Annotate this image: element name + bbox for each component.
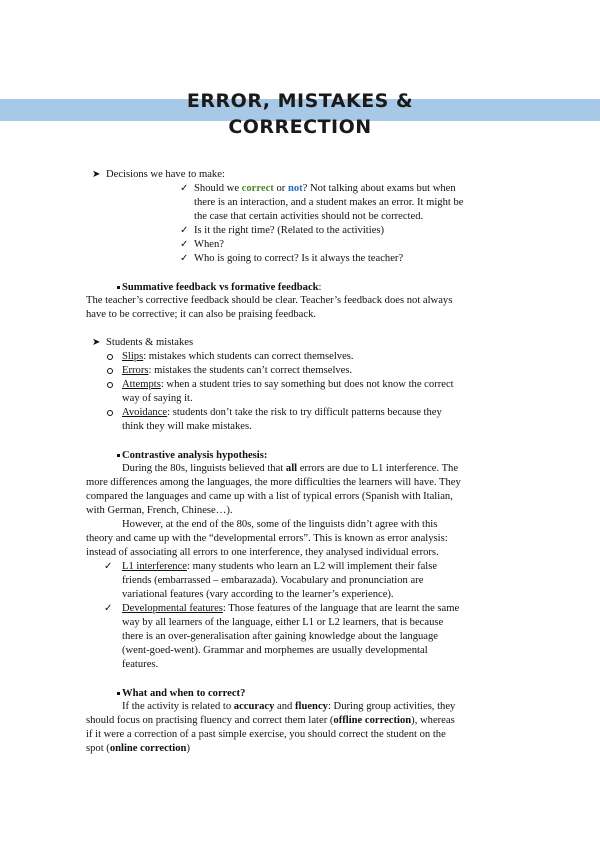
- contrastive-heading: Contrastive analysis hypothesis:: [122, 450, 268, 461]
- decision-item-4: Who is going to correct? Is it always the teacher?: [194, 253, 404, 264]
- decisions-heading: Decisions we have to make:: [106, 169, 225, 180]
- l1-interference-line-2: friends (embarrassed – embarazada). Vocabulary and pronunciation are: [122, 575, 424, 586]
- decision-item-3: When?: [194, 239, 224, 250]
- students-slips: Slips: mistakes which students can correct themselves.: [122, 351, 354, 362]
- arrow-bullet-icon: ➤: [92, 169, 101, 180]
- contrastive-p2-line-2: theory and came up with the “developmental errors”. This is known as error analysis:: [86, 533, 448, 544]
- checkmark-icon: ✓: [180, 239, 189, 250]
- circle-bullet-icon: [107, 382, 113, 388]
- contrastive-p1-line-2: more differences among the languages, the more difficulties the learners will have. They: [86, 477, 461, 488]
- summative-line-1: The teacher’s corrective feedback should be clear. Teacher’s feedback does not always: [86, 295, 453, 306]
- what-line-2: should focus on practising fluency and correct them later (offline correction), whereas: [86, 715, 455, 726]
- decision-item-1-line-2: there is an interaction, and a student makes an error. It might be: [194, 197, 464, 208]
- square-bullet-icon: [117, 692, 120, 695]
- contrastive-p2-line-3: instead of associating all errors to one interference, they analysed individual errors.: [86, 547, 439, 558]
- circle-bullet-icon: [107, 368, 113, 374]
- l1-interference-line-3: variational features (vary according to the learner’s experience).: [122, 589, 394, 600]
- circle-bullet-icon: [107, 410, 113, 416]
- page-title-line-1: ERROR, MISTAKES &: [186, 90, 414, 112]
- checkmark-icon: ✓: [180, 253, 189, 264]
- decision-item-1-line-3: the case that certain activities should not be corrected.: [194, 211, 424, 222]
- contrastive-p1-line-1: During the 80s, linguists believed that all errors are due to L1 interference. The: [122, 463, 459, 474]
- developmental-features-line-5: features.: [122, 659, 159, 670]
- developmental-features-line-3: there is an over-generalisation after gaining knowledge about the language: [122, 631, 439, 642]
- decision-item-2: Is it the right time? (Related to the activities): [194, 225, 385, 236]
- checkmark-icon: ✓: [104, 603, 113, 614]
- contrastive-p1-line-3: compared the languages and came up with a list of typical errors (Spanish with Italian,: [86, 491, 453, 502]
- developmental-features-line-2: way by all learners of the language, either L1 or L2 learners, that is because: [122, 617, 444, 628]
- students-attempts: Attempts: when a student tries to say something but does not know the correct: [122, 379, 454, 390]
- circle-bullet-icon: [107, 354, 113, 360]
- what-line-4: spot (online correction): [86, 743, 190, 754]
- students-attempts-line-2: way of saying it.: [122, 393, 193, 404]
- page-title-line-2: CORRECTION: [228, 116, 372, 138]
- what-line-3: if it were a correction of a past simple exercise, you should correct the student on the: [86, 729, 446, 740]
- students-errors: Errors: mistakes the students can’t correct themselves.: [122, 365, 353, 376]
- arrow-bullet-icon: ➤: [92, 337, 101, 348]
- students-heading: Students & mistakes: [106, 337, 194, 348]
- contrastive-p1-line-4: with German, French, Chinese…).: [86, 505, 233, 516]
- summative-heading: Summative feedback vs formative feedback:: [122, 282, 322, 293]
- contrastive-p2-line-1: However, at the end of the 80s, some of the linguists didn’t agree with this: [122, 519, 438, 530]
- decision-item-1: Should we correct or not? Not talking about exams but when: [194, 183, 456, 194]
- developmental-features: Developmental features: Those features of the language that are learnt the same: [122, 603, 460, 614]
- developmental-features-line-4: (went-goed-went). Grammar and morphemes are usually developmental: [122, 645, 428, 656]
- checkmark-icon: ✓: [180, 225, 189, 236]
- students-avoidance: Avoidance: students don’t take the risk to try difficult patterns because they: [122, 407, 442, 418]
- what-line-1: If the activity is related to accuracy and fluency: During group activities, they: [122, 701, 456, 712]
- what-heading: What and when to correct?: [122, 688, 246, 699]
- summative-line-2: have to be corrective; it can also be praising feedback.: [86, 309, 317, 320]
- square-bullet-icon: [117, 454, 120, 457]
- square-bullet-icon: [117, 286, 120, 289]
- l1-interference: L1 interference: many students who learn an L2 will implement their false: [122, 561, 438, 572]
- students-avoidance-line-2: think they will make mistakes.: [122, 421, 252, 432]
- checkmark-icon: ✓: [180, 183, 189, 194]
- checkmark-icon: ✓: [104, 561, 113, 572]
